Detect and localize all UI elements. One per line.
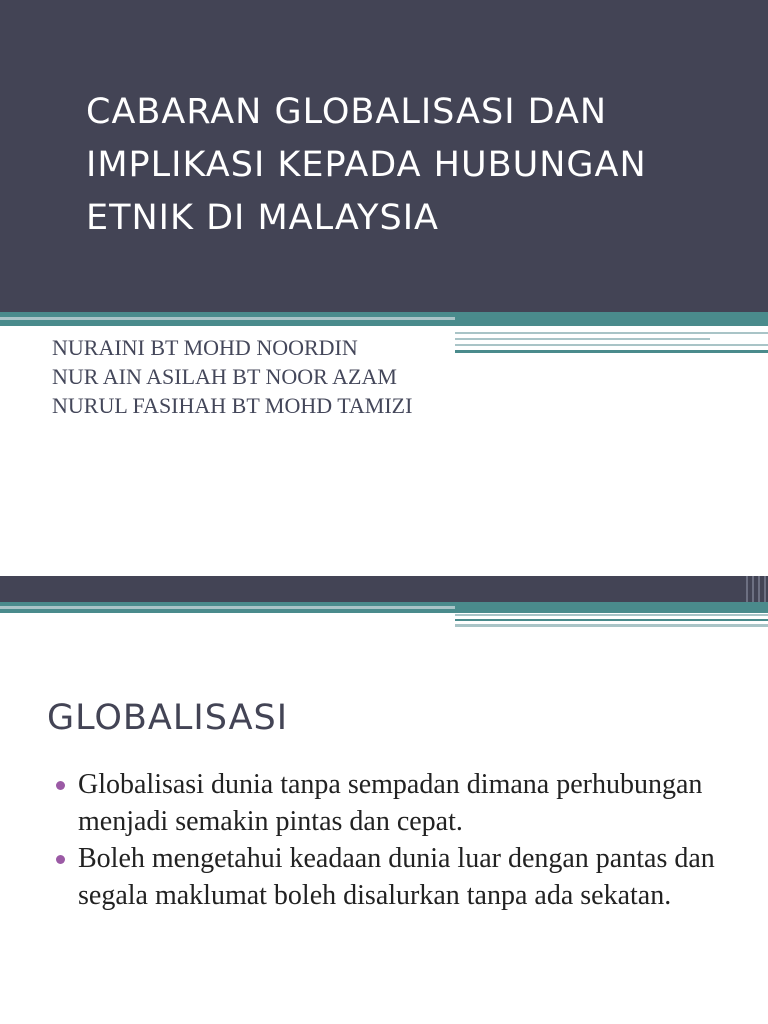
accent-bar-light: [0, 606, 455, 609]
author-name: NURAINI BT MOHD NOORDIN: [52, 335, 358, 360]
author-name: NUR AIN ASILAH BT NOOR AZAM: [52, 364, 397, 389]
bullet-dot-icon: [56, 781, 65, 790]
title-band: [0, 0, 768, 312]
accent-stripe: [764, 576, 766, 602]
accent-line: [455, 614, 768, 616]
slide-title: CABARAN GLOBALISASI DAN IMPLIKASI KEPADA HUBUNGAN ETNIK DI MALAYSIA: [86, 92, 647, 238]
accent-stripe: [758, 576, 760, 602]
author-list: [52, 333, 612, 420]
bullet-item: [56, 766, 746, 840]
content-slide: [0, 576, 768, 1024]
accent-bar-light: [0, 317, 455, 320]
bullet-text: Globalisasi dunia tanpa sempadan dimana perhubungan menjadi semakin pintas dan cepat.: [78, 769, 703, 837]
bullet-item: [56, 840, 746, 914]
accent-line: [455, 624, 768, 627]
header-band: [0, 576, 768, 602]
bullet-list: [56, 766, 746, 914]
bullet-dot-icon: [56, 855, 65, 864]
bullet-text: Boleh mengetahui keadaan dunia luar dengan pantas dan segala maklumat boleh disalurkan tanpa ada sekatan.: [78, 843, 715, 911]
accent-stripe: [746, 576, 748, 602]
accent-line: [455, 619, 768, 621]
slide-heading: GLOBALISASI: [47, 698, 289, 738]
accent-stripe: [752, 576, 754, 602]
author-name: NURUL FASIHAH BT MOHD TAMIZI: [52, 393, 413, 418]
